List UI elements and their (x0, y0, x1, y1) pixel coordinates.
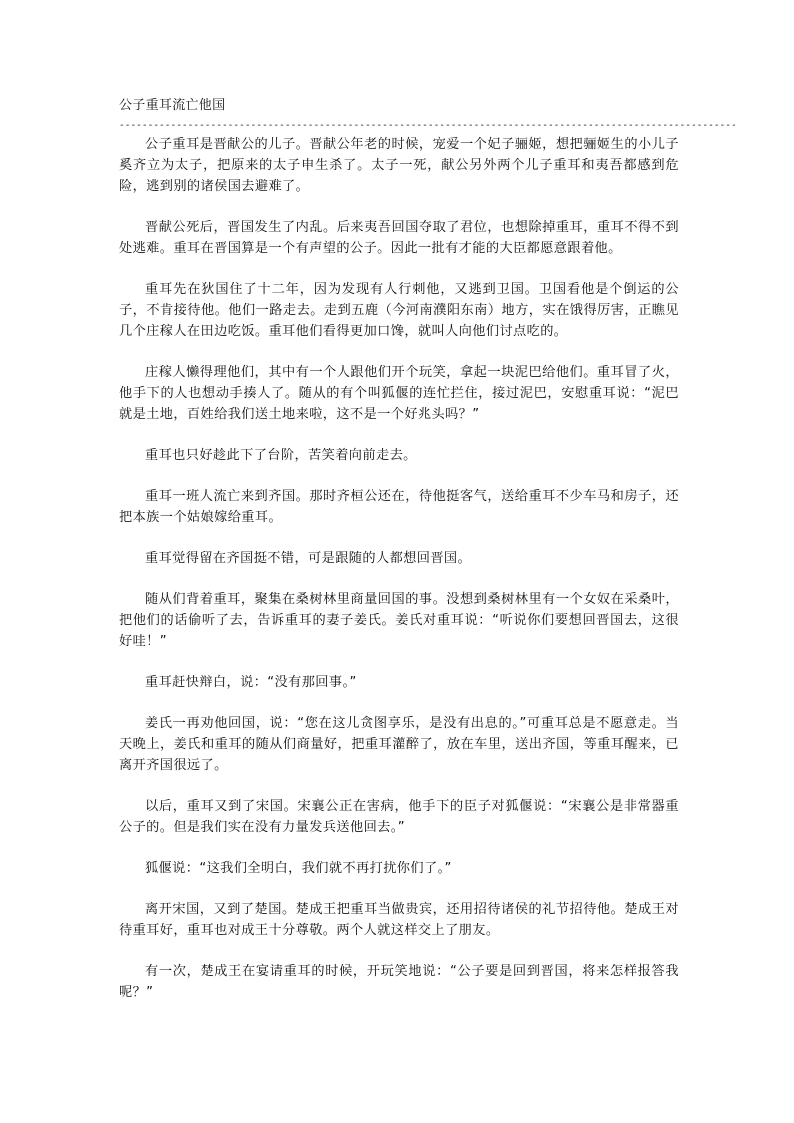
paragraph: 以后，重耳又到了宋国。宋襄公正在害病，他手下的臣子对狐偃说：“宋襄公是非常器重公子的。但是我们实在没有力量发兵送他回去。” (119, 799, 679, 835)
title-divider: ------------------------------------------------------------------------------------------------------------ (119, 120, 737, 131)
paragraph: 公子重耳是晋献公的儿子。晋献公年老的时候，宠爱一个妃子骊姬，想把骊姬生的小儿子奚齐立为太子，把原来的太子申生杀了。太子一死，献公另外两个儿子重耳和夷吾都感到危险，逃到别的诸侯国去避难了。 (119, 137, 679, 194)
paragraph: 姜氏一再劝他回国，说：“您在这儿贪图享乐，是没有出息的。”可重耳总是不愿意走。当天晚上，姜氏和重耳的随从们商量好，把重耳灌醉了，放在车里，送出齐国，等重耳醒来，已离开齐国很远了。 (119, 716, 679, 773)
document-body (119, 134, 679, 1023)
paragraph: 晋献公死后，晋国发生了内乱。后来夷吾回国夺取了君位，也想除掉重耳，重耳不得不到处逃难。重耳在晋国算是一个有声望的公子。因此一批有才能的大臣都愿意跟着他。 (119, 220, 679, 256)
paragraph: 有一次，楚成王在宴请重耳的时候，开玩笑地说：“公子要是回到晋国，将来怎样报答我呢？” (119, 964, 679, 1000)
paragraph: 重耳一班人流亡来到齐国。那时齐桓公还在，待他挺客气，送给重耳不少车马和房子，还把本族一个姑娘嫁给重耳。 (119, 489, 679, 525)
paragraph: 庄稼人懒得理他们，其中有一个人跟他们开个玩笑，拿起一块泥巴给他们。重耳冒了火，他手下的人也想动手揍人了。随从的有个叫狐偃的连忙拦住，接过泥巴，安慰重耳说：“泥巴就是土地，百姓给我们送土地来啦，这不是一个好兆头吗？” (119, 365, 679, 422)
paragraph: 重耳先在狄国住了十二年，因为发现有人行刺他，又逃到卫国。卫国看他是个倒运的公子，不肯接待他。他们一路走去。走到五鹿（今河南濮阳东南）地方，实在饿得厉害，正瞧见几个庄稼人在田边吃饭。重耳他们看得更加口馋，就叫人向他们讨点吃的。 (119, 282, 679, 339)
document-title: 公子重耳流亡他国 (119, 98, 226, 113)
paragraph: 狐偃说：“这我们全明白，我们就不再打扰你们了。” (145, 861, 452, 876)
paragraph: 重耳觉得留在齐国挺不错，可是跟随的人都想回晋国。 (145, 551, 472, 566)
paragraph: 重耳也只好趁此下了台阶，苦笑着向前走去。 (145, 448, 417, 463)
paragraph: 随从们背着重耳，聚集在桑树林里商量回国的事。没想到桑树林里有一个女奴在采桑叶，把他们的话偷听了去，告诉重耳的妻子姜氏。姜氏对重耳说：“听说你们要想回晋国去，这很好哇！” (119, 592, 679, 649)
paragraph: 重耳赶快辩白，说：“没有那回事。” (145, 675, 357, 690)
paragraph: 离开宋国，又到了楚国。楚成王把重耳当做贵宾，还用招待诸侯的礼节招待他。楚成王对待重耳好，重耳也对成王十分尊敬。两个人就这样交上了朋友。 (119, 902, 679, 938)
